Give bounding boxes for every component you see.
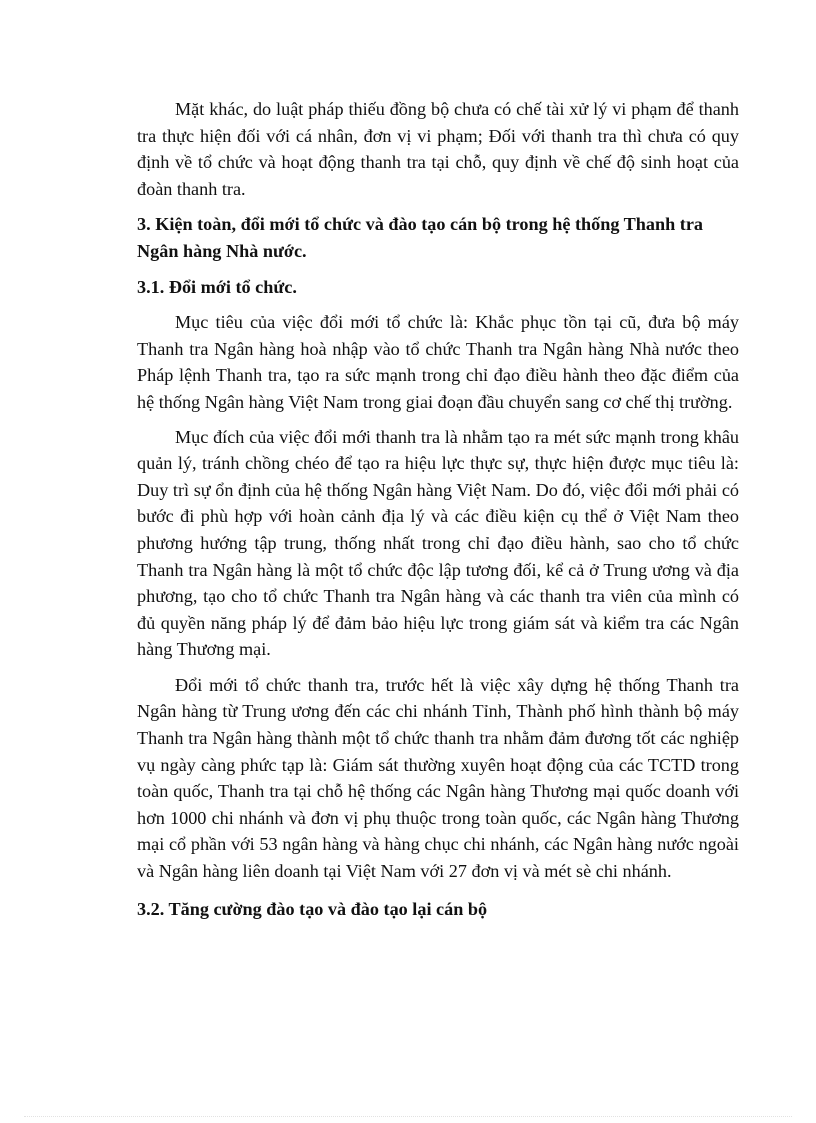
paragraph-legal-gaps: Mặt khác, do luật pháp thiếu đồng bộ chưa có chế tài xử lý vi phạm để thanh tra thực hiện đối với cá nhân, đơn vị vi phạm; Đối với thanh tra thì chưa có quy định về tổ chức và hoạt động thanh tra tại chỗ, quy định về chế độ sinh hoạt của đoàn thanh tra.	[137, 99, 739, 199]
page-bottom-divider	[24, 1116, 792, 1117]
subsection-heading-3-2: 3.2. Tăng cường đào tạo và đào tạo lại cán bộ	[137, 898, 488, 919]
subsection-heading-3-1: 3.1. Đổi mới tổ chức.	[137, 276, 297, 297]
paragraph-organization-reform: Đổi mới tổ chức thanh tra, trước hết là việc xây dựng hệ thống Thanh tra Ngân hàng từ Trung ương đến các chi nhánh Tỉnh, Thành phố hình thành bộ máy Thanh tra Ngân hàng thành một tổ chức thanh tra nhằm đảm đương tốt các nghiệp vụ ngày càng phức tạp là: Giám sát thường xuyên hoạt động của các TCTD trong toàn quốc, Thanh tra tại chỗ hệ thống các Ngân hàng Thương mại quốc doanh với hơn 1000 chi nhánh và đơn vị phụ thuộc trong toàn quốc, các Ngân hàng Thương mại cổ phần với 53 ngân hàng và hàng chục chi nhánh, các Ngân hàng nước ngoài và Ngân hàng liên doanh tại Việt Nam với 27 đơn vị và mét sè chi nhánh.	[137, 674, 739, 882]
paragraph-purpose: Mục đích của việc đổi mới thanh tra là nhằm tạo ra mét sức mạnh trong khâu quản lý, tránh chồng chéo để tạo ra hiệu lực thực sự, thực hiện được mục tiêu là: Duy trì sự ổn định của hệ thống Ngân hàng Việt Nam. Do đó, việc đổi mới phải có bước đi phù hợp với hoàn cảnh địa lý và các điều kiện cụ thể ở Việt Nam theo phương hướng tập trung, thống nhất trong chỉ đạo điều hành, sao cho tổ chức Thanh tra Ngân hàng là một tổ chức độc lập tương đối, kể cả ở Trung ương và địa phương, tạo cho tổ chức Thanh tra Ngân hàng và các thanh tra viên của mình có đủ quyền năng pháp lý để đảm bảo hiệu lực trong giám sát và kiểm tra các Ngân hàng Thương mại.	[137, 426, 739, 660]
paragraph-objective: Mục tiêu của việc đổi mới tổ chức là: Khắc phục tồn tại cũ, đưa bộ máy Thanh tra Ngân hàng hoà nhập vào tổ chức Thanh tra Ngân hàng Nhà nước theo Pháp lệnh Thanh tra, tạo ra sức mạnh trong chỉ đạo điều hành theo đặc điểm của hệ thống Ngân hàng Việt Nam trong giai đoạn đầu chuyển sang cơ chế thị trường.	[137, 312, 739, 412]
section-heading-3: 3. Kiện toàn, đổi mới tổ chức và đào tạo cán bộ trong hệ thống Thanh tra Ngân hàng Nhà nước.	[137, 214, 703, 261]
